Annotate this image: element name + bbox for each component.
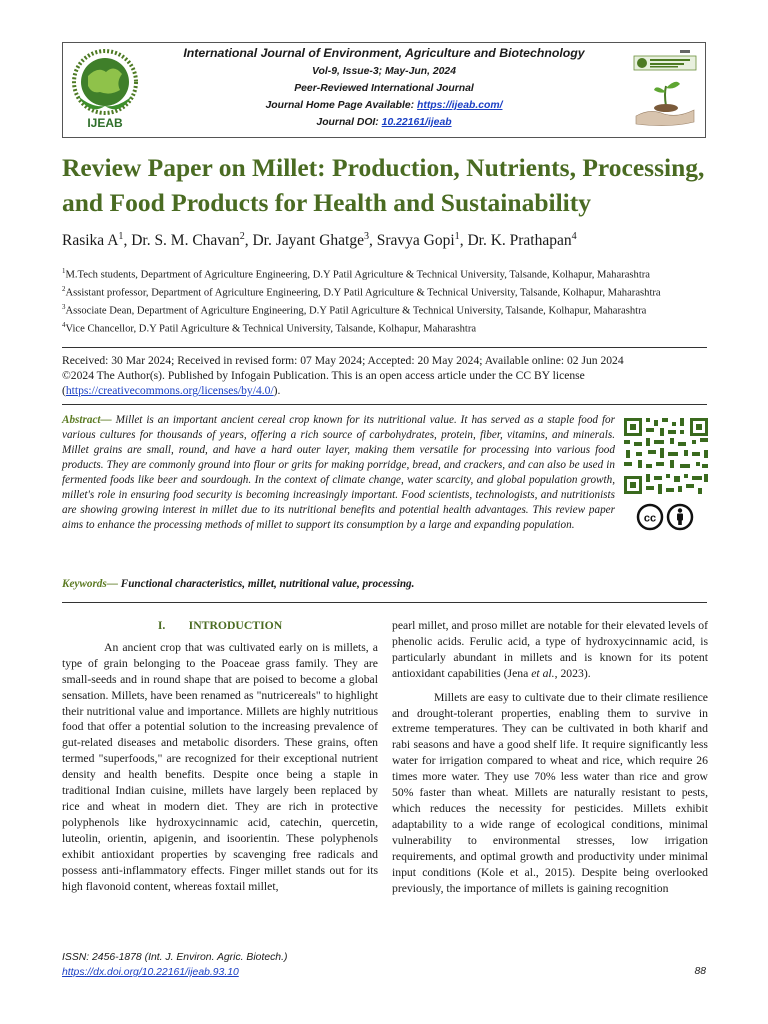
journal-header (62, 42, 706, 138)
qr-code-icon (622, 416, 710, 496)
footer-issn: ISSN: 2456-1878 (Int. J. Environ. Agric. Biotech.) (62, 952, 288, 963)
journal-logo (70, 46, 140, 132)
section-heading: I. INTRODUCTION (157, 619, 283, 632)
journal-cover-logo (630, 48, 702, 130)
affiliation: $^3$Associate Dean, Department of Agriculture Engineering, D.Y Patil Agriculture & Technical University, Talsande, Kolhapur, Maharashtra (62, 303, 647, 317)
paragraph: Millets are easy to cultivate due to their climate resilience and drought-tolerant properties, enabling them to survive in extreme temperatures. They can be cultivated in both kharif and rabi seasons and have a good shelf life. It require significantly less water for irrigation compared to wheat and rice, which require 26 times more water. They use 70% less water than rice and grow 50% faster than wheat. Millets are naturally resistant to pests, which reduces the necessity for pesticides. Millets exhibit adaptability to a wide range of ecological conditions, minimal vulnerability to environmental stresses, low irrigation requirements, and optimal growth and productivity under minimal input conditions (Kole et al., 2015). Despite being overlooked previously, the importance of millets is gaining recognition (392, 690, 708, 895)
paragraph: An ancient crop that was cultivated early on is millets, a type of grain belonging to the Poaceae grass family. They are small-seeds and in round shape that are poised to become a global sensation. Millets, have been renamed as "nutricereals" to highlight their nutritional value and importance. Millets are highly nutritious food that offer a potential solution to the increasing prevalence of gut-related diseases and metabolic disorders. These grains, often termed "superfoods," are recognized for their exceptional nutrient density and health benefits. Despite once being a staple in traditional Indian cuisine, millets have largely been replaced by rice and wheat in modern diet. They are rich in protective polyphenols like hydroxycinnamic acid, catechin, quercetin, luteolin, orientin, apigenin, and isoorientin. These polyphenols exhibit antioxidant properties by scavenging free radicals and possess anti-inflammatory effects. Finger millet stands out for its high flavonoid content, whereas foxtail millet, (62, 640, 378, 893)
journal-review-note: Peer-Reviewed International Journal (294, 83, 474, 94)
journal-doi-line (63, 117, 705, 128)
keywords-text: Functional characteristics, millet, nutritional value, processing. (120, 578, 415, 590)
author: Sravya Gopi$^1$ (376, 231, 460, 250)
divider (62, 602, 707, 603)
affiliation: $^1$M.Tech students, Department of Agriculture Engineering, D.Y Patil Agriculture & Technical University, Talsande, Kolhapur, Maharashtra (62, 268, 650, 281)
author: Dr. Jayant Ghatge$^3$ (252, 231, 369, 250)
svg-text:cc: cc (643, 512, 657, 525)
abstract (62, 413, 615, 533)
journal-homepage-line (63, 100, 705, 111)
received-dates: Received: 30 Mar 2024; Received in revised form: 07 May 2024; Accepted: 20 May 2024; Available online: 02 Jun 2024 (62, 354, 624, 367)
journal-name: International Journal of Environment, Agriculture and Biotechnology (183, 46, 585, 60)
doi-label: Journal DOI: (316, 117, 379, 128)
affiliation: $^2$Assistant professor, Department of Agriculture Engineering, D.Y Patil Agriculture & Technical University, Talsande, Kolhapur, Maharashtra (62, 285, 661, 299)
divider (62, 347, 707, 348)
plant-hand-icon (630, 48, 702, 130)
footer-doi-link[interactable]: https://dx.doi.org/10.22161/ijeab.93.10 (62, 967, 239, 978)
author-list: Rasika $A^1$, Dr. S. M. Chavan$^2$, Dr. Jayant Ghatge$^3$, Sravya Gopi$^1$, Dr. K. Prathapan$^4$ (62, 231, 577, 250)
cc-by-badge[interactable] (636, 502, 696, 532)
license-link[interactable]: https://creativecommons.org/licenses/by/4.0/ (65, 384, 274, 397)
abstract-text: Millet is an important ancient cereal crop known for its nutritional value. It has served as a staple food for various cultures for thousands of years, offering a rich source of carbohydrates, protein, fiber, vitamins, and minerals. Millet grains are small, round, and have a hard outer layer, making them versatile for processing into various food products. They are commonly ground into flour or grits for making porridge, bread, and crackers, and can also be used in fermented foods like beer and sourdough. In the context of climate change, water scarcity, and global population growth, millet's role in ensuring food security is becoming increasingly important. Food scientists, technologists, and nutritionists are showing growing interest in millet due to its nutritional benefits and potential health advantages. This review paper aims to enhance the processing methods of millet to support its consumption by a large and expanding population. (62, 414, 616, 531)
creative-commons-icon (636, 502, 696, 532)
keywords-label: Keywords— (62, 578, 118, 590)
author: Dr. S. M. Chavan$^2$ (131, 231, 245, 250)
affiliation: $^4$Vice Chancellor, D.Y Patil Agriculture & Technical University, Talsande, Kolhapur, Maharashtra (62, 321, 477, 335)
logo-text: IJEAB (87, 116, 123, 130)
author: Dr. K. Prathapan$^4$ (467, 231, 577, 250)
body-column-left (62, 618, 378, 894)
paragraph: pearl millet, and proso millet are notable for their elevated levels of phenolic acids. Ferulic acid, a type of hydroxycinnamic acid, is particularly abundant in millets and is known for its potent antioxidant capabilities (Jena et al., 2023). (392, 619, 708, 680)
page-number: 88 (694, 966, 706, 977)
page-footer (62, 950, 712, 980)
paper-title: Review Paper on Millet: Production, Nutrients, Processing, and Food Products for Health and Sustainability (62, 153, 705, 217)
keywords (62, 578, 712, 590)
journal-volume: Vol-9, Issue-3; May-Jun, 2024 (312, 66, 456, 77)
affiliations (62, 265, 712, 337)
article-history (62, 353, 712, 398)
body-column-right (392, 618, 708, 896)
license-line: (https://creativecommons.org/licenses/by/4.0/). (62, 384, 281, 397)
qr-code[interactable] (622, 416, 710, 496)
abstract-label: Abstract— (62, 414, 112, 426)
divider (62, 404, 707, 405)
homepage-link[interactable]: https://ijeab.com/ (417, 100, 503, 111)
license-text: ©2024 The Author(s). Published by Infogain Publication. This is an open access article under the CC BY license (62, 369, 585, 382)
homepage-label: Journal Home Page Available: (265, 100, 415, 111)
doi-link[interactable]: 10.22161/ijeab (381, 117, 452, 128)
author: Rasika $A^1$ (62, 231, 124, 250)
